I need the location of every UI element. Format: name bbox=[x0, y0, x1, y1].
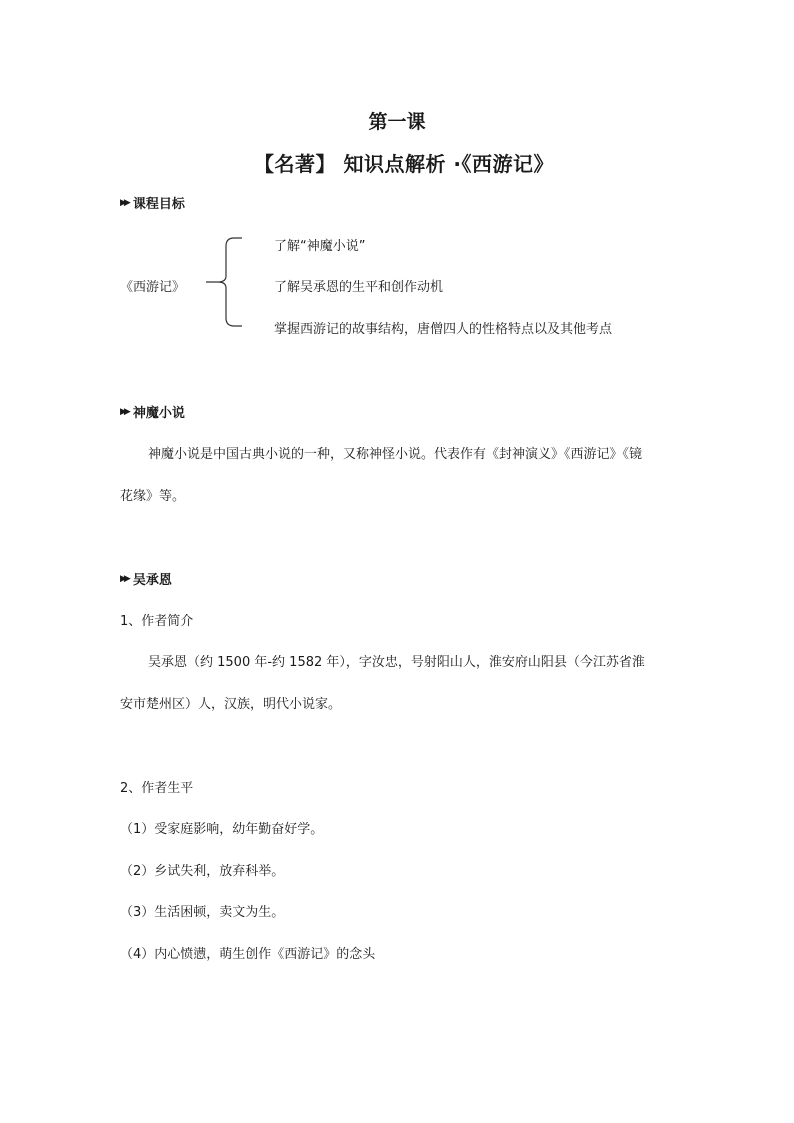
double-arrow-icon: ▶▶ bbox=[120, 197, 128, 208]
page-title: 第一课 bbox=[368, 111, 426, 133]
double-arrow-icon: ▶▶ bbox=[120, 406, 128, 417]
goals-book-title: 《西游记》 bbox=[120, 280, 186, 295]
author-life-title: 2、作者生平 bbox=[120, 781, 194, 796]
section-heading-label: 吴承恩 bbox=[132, 573, 172, 588]
life-item-1: （1）受家庭影响，幼年勤奋好学。 bbox=[120, 822, 324, 837]
genre-paragraph-line-2: 花缘》等。 bbox=[120, 489, 186, 504]
section-heading-genre bbox=[120, 402, 185, 421]
double-arrow-icon: ▶▶ bbox=[120, 573, 128, 584]
page-subtitle: 【名著】 知识点解析 ·《西游记》 bbox=[254, 152, 555, 176]
author-intro-title: 1、作者简介 bbox=[120, 614, 194, 629]
author-intro-line-2: 安市楚州区）人，汉族，明代小说家。 bbox=[120, 697, 342, 712]
goal-item-1: 了解“神魔小说” bbox=[274, 239, 366, 254]
author-intro-line-1: 吴承恩（约 1500 年-约 1582 年），字汝忠，号射阳山人，淮安府山阳县（今江苏省淮 bbox=[148, 655, 645, 670]
goal-item-2: 了解吴承恩的生平和创作动机 bbox=[274, 280, 444, 295]
genre-paragraph-line-1: 神魔小说是中国古典小说的一种，又称神怪小说。代表作有《封神演义》《西游记》《镜 bbox=[148, 447, 643, 462]
goal-item-3: 掌握西游记的故事结构，唐僧四人的性格特点以及其他考点 bbox=[274, 322, 613, 337]
section-heading-label: 神魔小说 bbox=[132, 406, 185, 421]
life-item-3: （3）生活困顿，卖文为生。 bbox=[120, 905, 285, 920]
section-heading-goals bbox=[120, 193, 185, 212]
bracket-icon bbox=[204, 236, 244, 328]
section-heading-label: 课程目标 bbox=[132, 197, 185, 212]
life-item-4: （4）内心愤懑，萌生创作《西游记》的念头 bbox=[120, 947, 376, 962]
life-item-2: （2）乡试失利，放弃科举。 bbox=[120, 864, 285, 879]
section-heading-author bbox=[120, 569, 172, 588]
